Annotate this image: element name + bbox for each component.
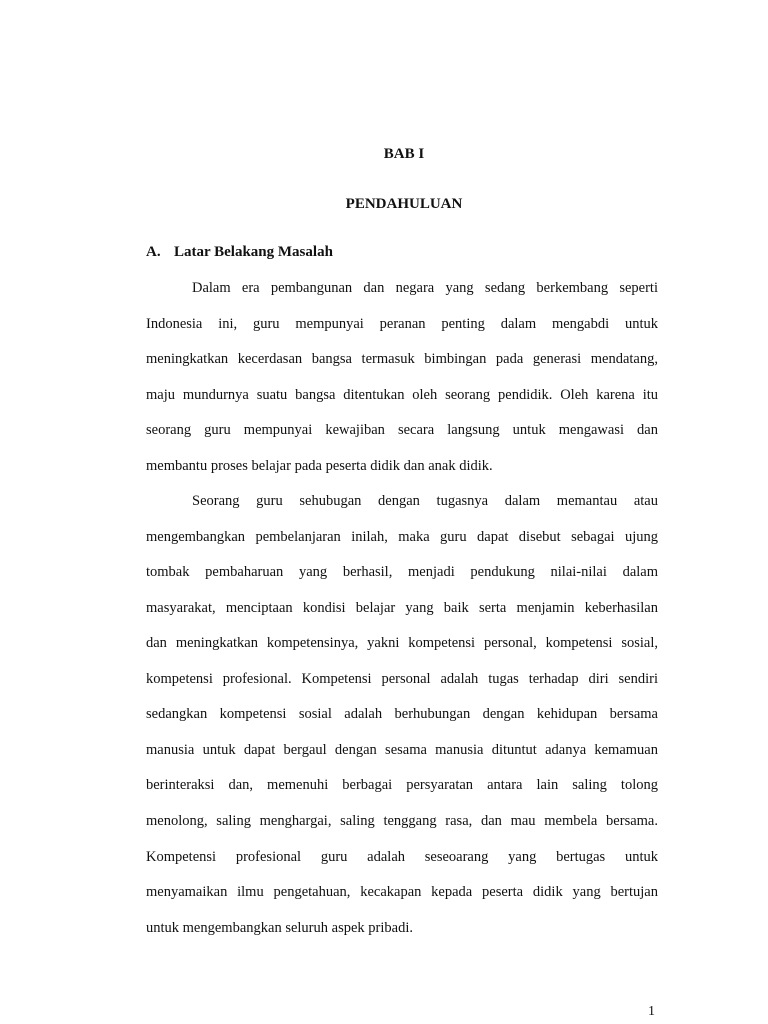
section-marker: A. (146, 244, 161, 260)
paragraph-line: untuk mengembangkan seluruh aspek pribadi. (146, 920, 413, 936)
paragraph-line: membantu proses belajar pada peserta didik dan anak didik. (146, 458, 493, 474)
paragraph-line: Dalam era pembangunan dan negara yang sedang berkembang seperti (192, 280, 658, 296)
paragraph-line: manusia untuk dapat bergaul dengan sesama manusia dituntut adanya kemamuan (146, 742, 658, 758)
paragraph-line: menyamaikan ilmu pengetahuan, kecakapan kepada peserta didik yang bertujan (146, 884, 658, 900)
paragraph-line: maju mundurnya suatu bangsa ditentukan oleh seorang pendidik. Oleh karena itu (146, 387, 658, 403)
paragraph-line: meningkatkan kecerdasan bangsa termasuk bimbingan pada generasi mendatang, (146, 351, 658, 367)
paragraph-line: Seorang guru sehubugan dengan tugasnya dalam memantau atau (192, 493, 658, 509)
paragraph-line: masyarakat, menciptaan kondisi belajar yang baik serta menjamin keberhasilan (146, 600, 658, 616)
paragraph-line: dan meningkatkan kompetensinya, yakni kompetensi personal, kompetensi sosial, (146, 635, 658, 651)
paragraph-line: Indonesia ini, guru mempunyai peranan penting dalam mengabdi untuk (146, 316, 658, 332)
paragraph-line: menolong, saling menghargai, saling tenggang rasa, dan mau membela bersama. (146, 813, 658, 829)
chapter-title: PENDAHULUAN (345, 196, 463, 212)
chapter-number: BAB I (383, 146, 425, 162)
paragraph-line: mengembangkan pembelanjaran inilah, maka guru dapat disebut sebagai ujung (146, 529, 658, 545)
paragraph-line: Kompetensi profesional guru adalah seseoarang yang bertugas untuk (146, 849, 658, 865)
paragraph-line: tombak pembaharuan yang berhasil, menjadi pendukung nilai-nilai dalam (146, 564, 658, 580)
page-number: 1 (648, 1004, 655, 1019)
paragraph-line: kompetensi profesional. Kompetensi personal adalah tugas terhadap diri sendiri (146, 671, 658, 687)
section-title: Latar Belakang Masalah (174, 244, 333, 260)
section-heading (146, 243, 333, 261)
paragraph-line: sedangkan kompetensi sosial adalah berhubungan dengan kehidupan bersama (146, 706, 658, 722)
paragraph-line: seorang guru mempunyai kewajiban secara langsung untuk mengawasi dan (146, 422, 658, 438)
paragraph-line: berinteraksi dan, memenuhi berbagai persyaratan antara lain saling tolong (146, 777, 658, 793)
